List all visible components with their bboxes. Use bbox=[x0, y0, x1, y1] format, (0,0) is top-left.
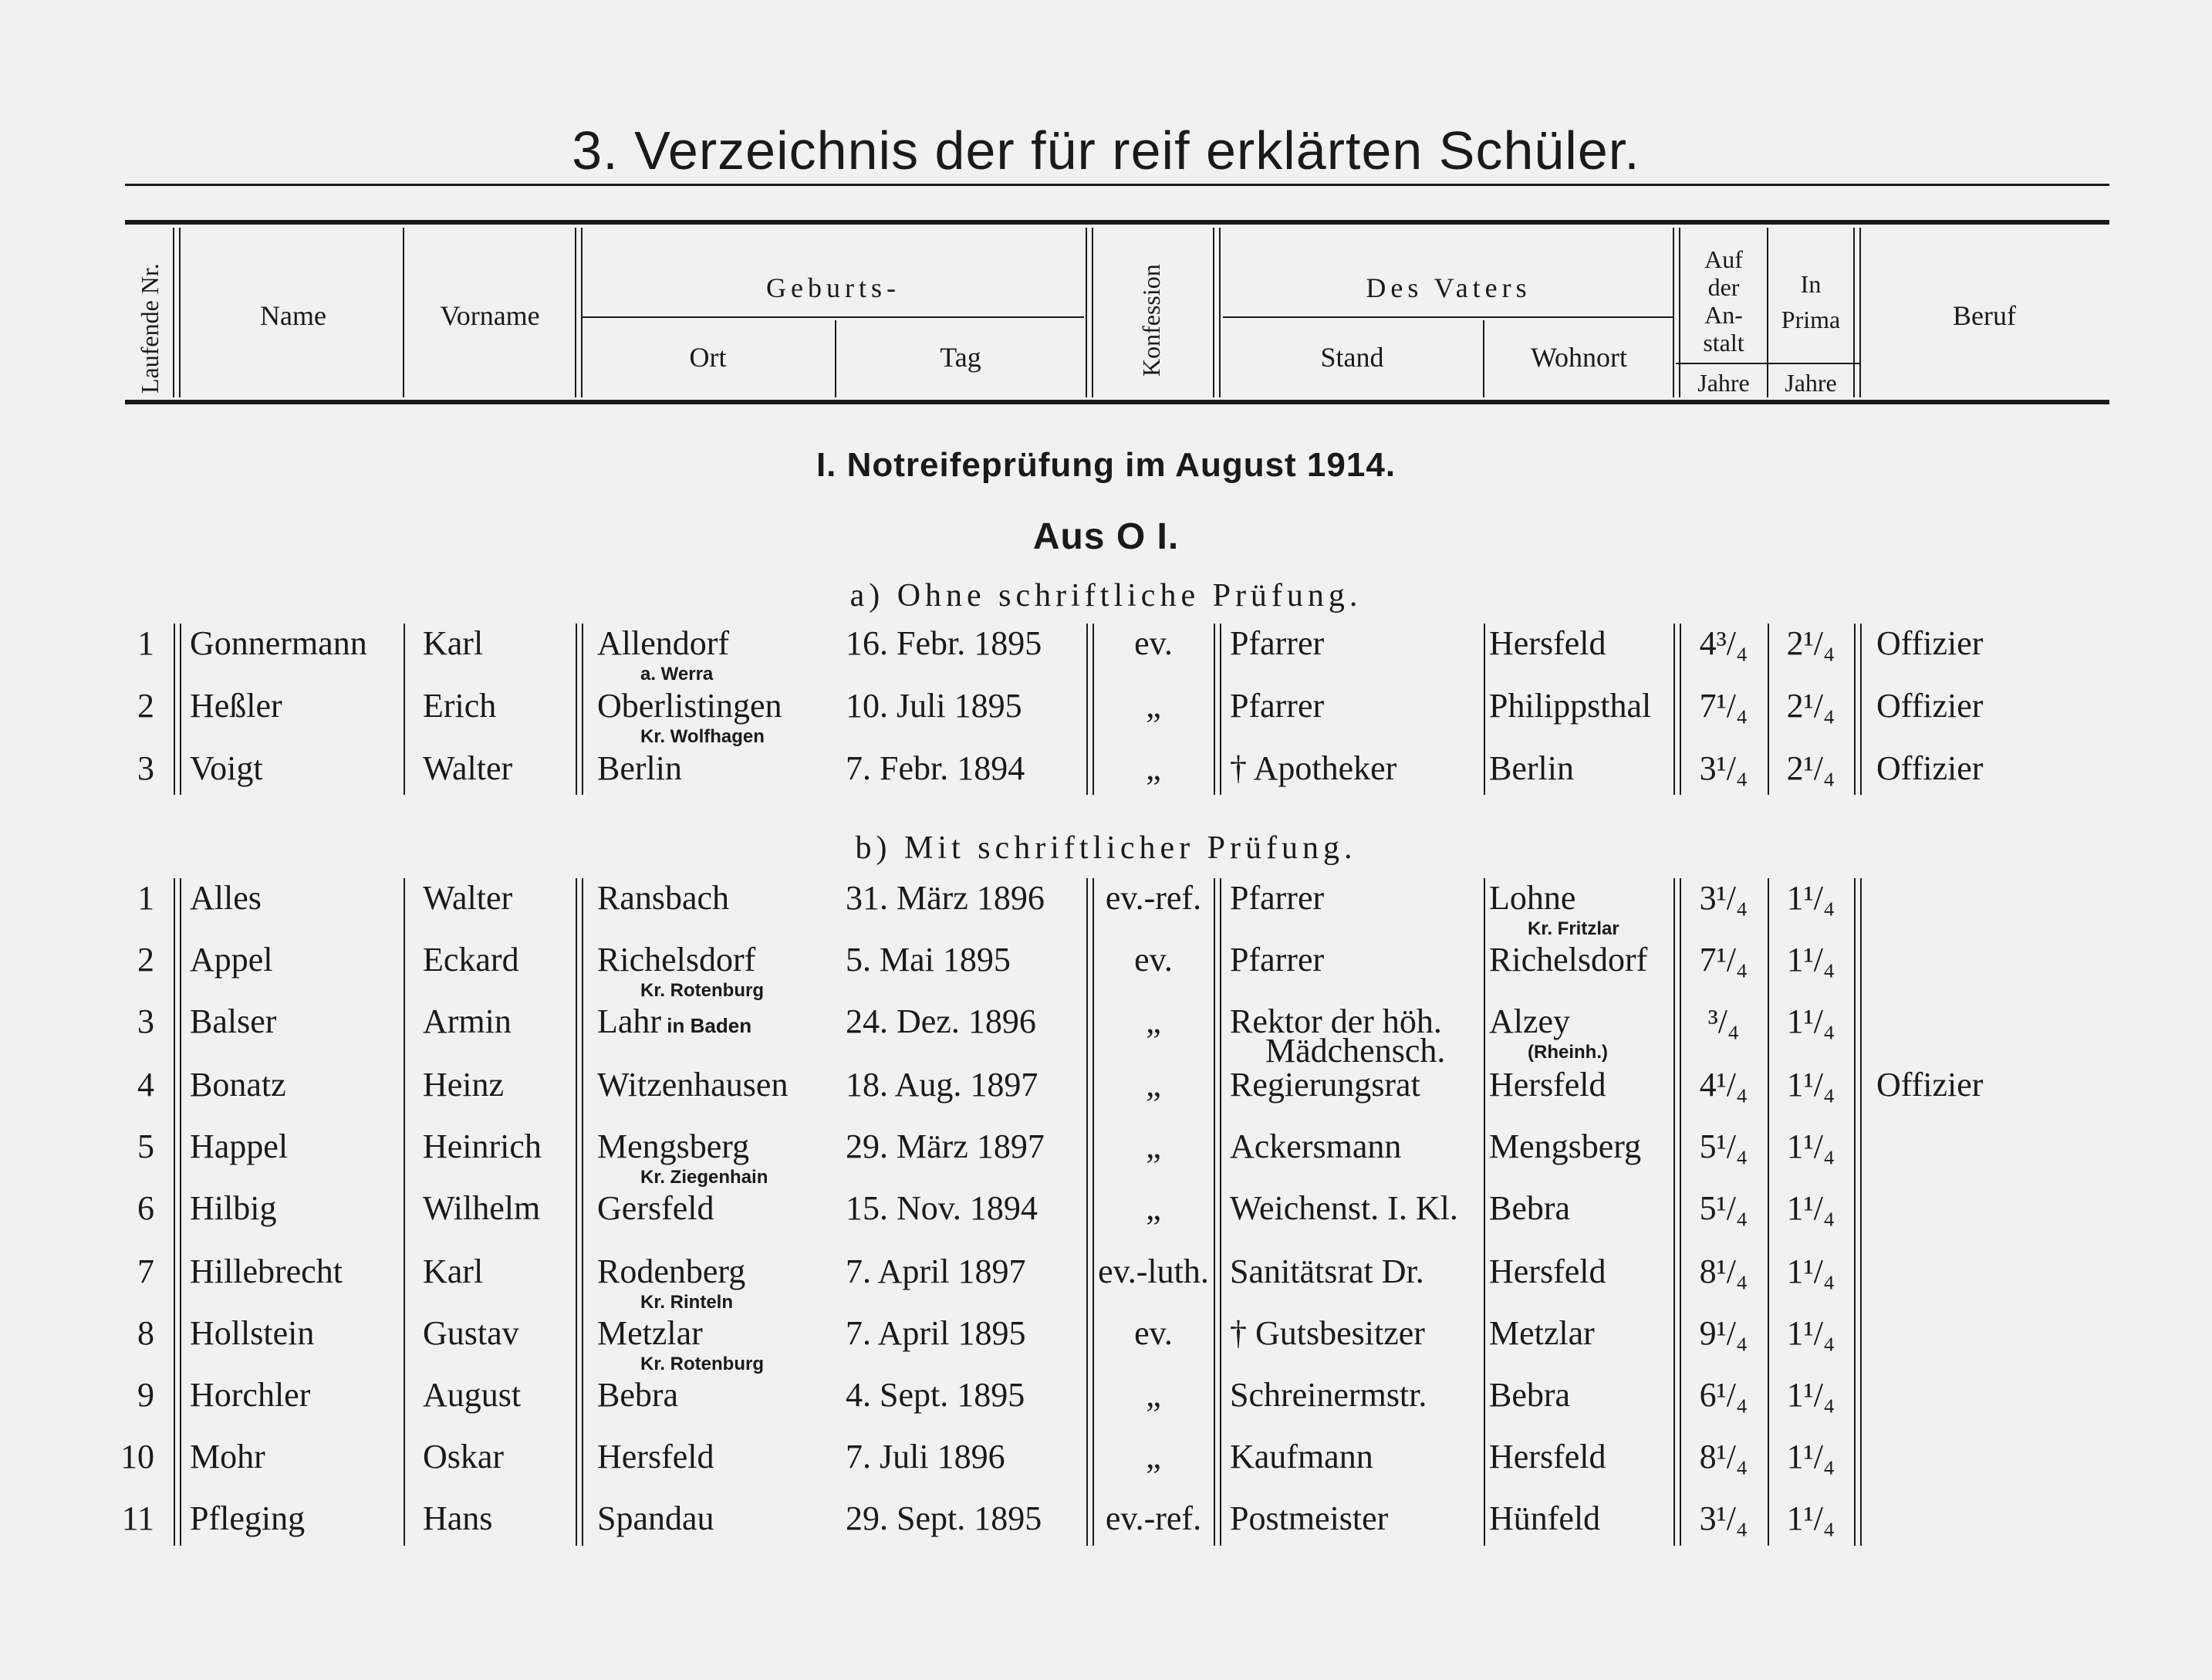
header-line: Prima bbox=[1781, 306, 1841, 333]
table-row bbox=[0, 624, 2212, 688]
column-line bbox=[1214, 624, 1215, 795]
cell-ort: Richelsdorf bbox=[597, 941, 756, 979]
cell-konf: ev.-ref. bbox=[1105, 1499, 1202, 1537]
cell-beruf: Offizier bbox=[1876, 624, 1984, 662]
cell-stand: Pfarrer bbox=[1230, 941, 1325, 979]
cell-prima: 1¹/₄ bbox=[1786, 1314, 1835, 1352]
cell-ort: Mengsberg bbox=[597, 1127, 750, 1165]
cell-ort-sub: Kr. Rotenburg bbox=[640, 980, 764, 1001]
cell-nr: 11 bbox=[121, 1499, 154, 1537]
cell-anstalt: 5¹/₄ bbox=[1699, 1189, 1748, 1227]
hdr-sep bbox=[179, 228, 181, 397]
cell-stand: † Apotheker bbox=[1230, 749, 1397, 787]
cell-name: Heßler bbox=[190, 687, 282, 725]
header-name: Name bbox=[260, 300, 326, 331]
header-line: In bbox=[1800, 270, 1822, 298]
geburts-rule bbox=[583, 316, 1084, 318]
cell-name: Voigt bbox=[190, 749, 263, 787]
cell-anstalt: 4¹/₄ bbox=[1699, 1066, 1748, 1104]
cell-anstalt: 3¹/₄ bbox=[1699, 1499, 1748, 1537]
cell-konf: „ bbox=[1146, 1376, 1161, 1414]
cell-tag: 29. Sept. 1895 bbox=[846, 1499, 1042, 1537]
cell-konf: ev. bbox=[1134, 1314, 1173, 1352]
page-title: 3. Verzeichnis der für reif erklärten Schüler. bbox=[572, 120, 1640, 181]
cell-tag: 7. April 1895 bbox=[846, 1314, 1026, 1352]
cell-name: Alles bbox=[190, 879, 262, 917]
cell-name: Hollstein bbox=[190, 1314, 315, 1352]
header-jahre-anstalt: Jahre bbox=[1697, 369, 1750, 397]
cell-anstalt: ³/₄ bbox=[1707, 1002, 1740, 1040]
column-line bbox=[1768, 878, 1769, 1546]
cell-prima: 1¹/₄ bbox=[1786, 1252, 1835, 1290]
cell-tag: 10. Juli 1895 bbox=[846, 687, 1022, 725]
cell-prima: 2¹/₄ bbox=[1786, 624, 1835, 662]
cell-tag: 24. Dez. 1896 bbox=[846, 1002, 1036, 1040]
cell-wohnort: Hersfeld bbox=[1489, 1438, 1606, 1475]
cell-tag: 7. Juli 1896 bbox=[846, 1438, 1005, 1475]
cell-anstalt: 3¹/₄ bbox=[1699, 749, 1748, 787]
subsection-a: a) Ohne schriftliche Prüfung. bbox=[849, 578, 1363, 614]
cell-beruf: Offizier bbox=[1876, 687, 1984, 725]
header-jahre-prima: Jahre bbox=[1785, 369, 1837, 397]
column-line bbox=[1220, 624, 1221, 795]
cell-prima: 1¹/₄ bbox=[1786, 1127, 1835, 1165]
cell-wohnort: Alzey bbox=[1489, 1002, 1571, 1040]
cell-ort: Spandau bbox=[597, 1499, 714, 1537]
column-line bbox=[1673, 624, 1675, 795]
hdr-sep bbox=[1853, 228, 1855, 397]
table-row bbox=[0, 1127, 2212, 1192]
cell-ort: Ransbach bbox=[597, 879, 730, 917]
ort-inline-note: in Baden bbox=[661, 1014, 752, 1037]
cell-wohnort: Mengsberg bbox=[1489, 1127, 1642, 1165]
cell-name: Hilbig bbox=[190, 1189, 277, 1227]
table-row bbox=[0, 1314, 2212, 1378]
column-line bbox=[1680, 624, 1681, 795]
cell-stand: Regierungsrat bbox=[1230, 1066, 1420, 1104]
cell-stand: Kaufmann bbox=[1230, 1438, 1373, 1475]
cell-ort: Berlin bbox=[597, 749, 682, 787]
cell-name: Happel bbox=[190, 1127, 289, 1165]
table-row bbox=[0, 1002, 2212, 1070]
column-line bbox=[180, 878, 181, 1546]
cell-ort: Metzlar bbox=[597, 1314, 703, 1352]
cell-vorname: Walter bbox=[423, 879, 513, 917]
cell-vorname: Erich bbox=[423, 687, 497, 725]
hdr-sep bbox=[575, 228, 576, 397]
column-line bbox=[180, 624, 181, 795]
cell-name: Bonatz bbox=[190, 1066, 286, 1104]
cell-nr: 3 bbox=[137, 1002, 154, 1040]
cell-ort: Rodenberg bbox=[597, 1252, 746, 1290]
header-geburts: Geburts- bbox=[766, 272, 900, 303]
column-line bbox=[1220, 878, 1221, 1546]
cell-stand: Sanitätsrat Dr. bbox=[1230, 1252, 1424, 1290]
cell-wohnort: Philippsthal bbox=[1489, 687, 1652, 725]
hdr-sep bbox=[1092, 228, 1093, 397]
table-row bbox=[0, 689, 2212, 751]
cell-vorname: Oskar bbox=[423, 1438, 505, 1475]
cell-prima: 1¹/₄ bbox=[1786, 941, 1835, 979]
cell-konf: „ bbox=[1146, 749, 1161, 787]
cell-wohnort: Hünfeld bbox=[1489, 1499, 1601, 1537]
column-line bbox=[1680, 878, 1681, 1546]
column-line bbox=[404, 624, 405, 795]
cell-vorname: Wilhelm bbox=[423, 1189, 541, 1227]
header-line: An- bbox=[1704, 301, 1743, 329]
cell-prima: 1¹/₄ bbox=[1786, 1376, 1835, 1414]
column-line bbox=[1673, 878, 1675, 1546]
header-stand: Stand bbox=[1320, 342, 1384, 373]
cell-tag: 16. Febr. 1895 bbox=[846, 624, 1042, 662]
cell-wohnort: Bebra bbox=[1489, 1376, 1571, 1414]
cell-tag: 5. Mai 1895 bbox=[846, 941, 1011, 979]
cell-wohnort: Berlin bbox=[1489, 749, 1574, 787]
header-line: Auf bbox=[1704, 245, 1743, 273]
cell-wohnort: Hersfeld bbox=[1489, 1066, 1606, 1104]
header-top-rule bbox=[125, 220, 2109, 225]
cell-tag: 31. März 1896 bbox=[846, 879, 1045, 917]
cell-nr: 10 bbox=[120, 1438, 154, 1475]
cell-nr: 3 bbox=[137, 749, 154, 787]
cell-nr: 1 bbox=[137, 879, 154, 917]
column-line bbox=[174, 878, 175, 1546]
section-subtitle: Aus O I. bbox=[1032, 516, 1180, 557]
table-row bbox=[0, 881, 2212, 943]
header-bottom-rule bbox=[125, 400, 2109, 404]
cell-name: Balser bbox=[190, 1002, 277, 1040]
hdr-sep bbox=[403, 228, 404, 397]
cell-wohnort-sub: (Rheinh.) bbox=[1528, 1042, 1608, 1063]
cell-name: Mohr bbox=[190, 1438, 265, 1475]
cell-ort: Oberlistingen bbox=[597, 687, 782, 725]
cell-anstalt: 8¹/₄ bbox=[1699, 1438, 1748, 1475]
cell-stand: Pfarrer bbox=[1230, 879, 1325, 917]
cell-vorname: Eckard bbox=[423, 941, 519, 979]
cell-vorname: Heinz bbox=[423, 1066, 505, 1104]
cell-nr: 5 bbox=[137, 1127, 154, 1165]
header-ort: Ort bbox=[689, 342, 727, 373]
cell-vorname: Heinrich bbox=[423, 1127, 542, 1165]
header-line: der bbox=[1707, 273, 1740, 301]
cell-wohnort-sub: Kr. Fritzlar bbox=[1528, 918, 1619, 939]
jahre-rule bbox=[1676, 363, 1861, 364]
table-row bbox=[0, 1378, 2212, 1440]
table-row bbox=[0, 1499, 2212, 1563]
column-line bbox=[576, 878, 577, 1546]
table-row bbox=[0, 1068, 2212, 1130]
cell-nr: 6 bbox=[137, 1189, 154, 1227]
cell-stand: Ackersmann bbox=[1230, 1127, 1402, 1165]
column-line bbox=[1768, 624, 1769, 795]
cell-name: Horchler bbox=[190, 1376, 311, 1414]
cell-tag: 4. Sept. 1895 bbox=[846, 1376, 1025, 1414]
column-line bbox=[1086, 624, 1088, 795]
cell-konf: „ bbox=[1146, 687, 1161, 725]
hdr-sep bbox=[1213, 228, 1214, 397]
header-des-vaters: Des Vaters bbox=[1366, 272, 1532, 303]
column-line bbox=[1860, 624, 1862, 795]
cell-nr: 4 bbox=[137, 1066, 154, 1104]
cell-prima: 1¹/₄ bbox=[1786, 1189, 1835, 1227]
cell-prima: 2¹/₄ bbox=[1786, 749, 1835, 787]
header-beruf: Beruf bbox=[1953, 300, 2016, 331]
cell-konf: „ bbox=[1146, 1002, 1161, 1040]
cell-konf: „ bbox=[1146, 1066, 1161, 1104]
cell-prima: 1¹/₄ bbox=[1786, 1002, 1835, 1040]
column-line bbox=[1854, 878, 1856, 1546]
cell-stand-continued: Mädchensch. bbox=[1265, 1032, 1446, 1070]
column-line bbox=[174, 624, 175, 795]
cell-wohnort: Lohne bbox=[1489, 879, 1576, 917]
cell-vorname: Walter bbox=[423, 749, 513, 787]
cell-nr: 8 bbox=[137, 1314, 154, 1352]
cell-konf: ev. bbox=[1134, 624, 1173, 662]
cell-nr: 7 bbox=[137, 1252, 154, 1290]
column-line bbox=[576, 624, 577, 795]
cell-konf: ev.-ref. bbox=[1105, 879, 1202, 917]
hdr-sep bbox=[173, 228, 174, 397]
header-laufende-nr: Laufende Nr. bbox=[136, 263, 164, 394]
cell-beruf: Offizier bbox=[1876, 1066, 1984, 1104]
cell-name: Hillebrecht bbox=[190, 1252, 343, 1290]
header-wohnort: Wohnort bbox=[1530, 342, 1628, 373]
cell-anstalt: 9¹/₄ bbox=[1699, 1314, 1748, 1352]
cell-anstalt: 6¹/₄ bbox=[1699, 1376, 1748, 1414]
cell-name: Appel bbox=[190, 941, 273, 979]
cell-wohnort: Richelsdorf bbox=[1489, 941, 1648, 979]
cell-konf: „ bbox=[1146, 1438, 1161, 1475]
table-row bbox=[0, 1189, 2212, 1253]
cell-tag: 7. Febr. 1894 bbox=[846, 749, 1025, 787]
table-row bbox=[0, 749, 2212, 813]
cell-vorname: Hans bbox=[423, 1499, 493, 1537]
hdr-sep bbox=[835, 320, 836, 397]
cell-nr: 9 bbox=[137, 1376, 154, 1414]
cell-beruf: Offizier bbox=[1876, 749, 1984, 787]
cell-ort-sub: a. Werra bbox=[640, 664, 714, 685]
column-line bbox=[1484, 878, 1485, 1546]
cell-vorname: Karl bbox=[423, 1252, 484, 1290]
cell-nr: 1 bbox=[137, 624, 154, 662]
cell-stand: Postmeister bbox=[1230, 1499, 1389, 1537]
cell-vorname: Gustav bbox=[423, 1314, 519, 1352]
cell-prima: 1¹/₄ bbox=[1786, 1438, 1835, 1475]
header-line: stalt bbox=[1703, 329, 1744, 357]
column-line bbox=[582, 624, 583, 795]
cell-vorname: August bbox=[423, 1376, 522, 1414]
subsection-b: b) Mit schriftlicher Prüfung. bbox=[855, 830, 1357, 866]
cell-konf: „ bbox=[1146, 1189, 1161, 1227]
cell-name: Pfleging bbox=[190, 1499, 306, 1537]
cell-vorname: Armin bbox=[423, 1002, 512, 1040]
cell-ort-sub: Kr. Rinteln bbox=[640, 1292, 734, 1313]
cell-tag: 7. April 1897 bbox=[846, 1252, 1026, 1290]
cell-tag: 15. Nov. 1894 bbox=[846, 1189, 1038, 1227]
cell-konf: ev.-luth. bbox=[1098, 1252, 1209, 1290]
hdr-sep bbox=[1086, 228, 1087, 397]
cell-vorname: Karl bbox=[423, 624, 484, 662]
cell-anstalt: 5¹/₄ bbox=[1699, 1127, 1748, 1165]
cell-stand: Weichenst. I. Kl. bbox=[1230, 1189, 1458, 1227]
table-row bbox=[0, 1252, 2212, 1317]
cell-anstalt: 3¹/₄ bbox=[1699, 879, 1748, 917]
cell-prima: 1¹/₄ bbox=[1786, 879, 1835, 917]
cell-wohnort: Hersfeld bbox=[1489, 624, 1606, 662]
cell-ort: Bebra bbox=[597, 1376, 679, 1414]
cell-nr: 2 bbox=[137, 941, 154, 979]
cell-stand: Pfarrer bbox=[1230, 687, 1325, 725]
vaters-rule bbox=[1223, 316, 1674, 318]
title-rule bbox=[125, 184, 2109, 186]
cell-tag: 29. März 1897 bbox=[846, 1127, 1045, 1165]
cell-anstalt: 8¹/₄ bbox=[1699, 1252, 1748, 1290]
cell-name: Gonnermann bbox=[190, 624, 367, 662]
column-line bbox=[582, 878, 583, 1546]
column-line bbox=[1092, 878, 1094, 1546]
cell-stand: Pfarrer bbox=[1230, 624, 1325, 662]
column-line bbox=[1484, 624, 1485, 795]
cell-ort: Gersfeld bbox=[597, 1189, 714, 1227]
cell-ort: Hersfeld bbox=[597, 1438, 714, 1475]
cell-ort-sub: Kr. Wolfhagen bbox=[640, 726, 765, 747]
cell-stand: Schreinermstr. bbox=[1230, 1376, 1427, 1414]
cell-ort: Allendorf bbox=[597, 624, 730, 662]
cell-konf: ev. bbox=[1134, 941, 1173, 979]
cell-tag: 18. Aug. 1897 bbox=[846, 1066, 1038, 1104]
table-row bbox=[0, 1440, 2212, 1502]
cell-ort: Witzenhausen bbox=[597, 1066, 789, 1104]
hdr-sep bbox=[1219, 228, 1221, 397]
column-line bbox=[1214, 878, 1215, 1546]
cell-anstalt: 7¹/₄ bbox=[1699, 687, 1748, 725]
cell-ort-sub: Kr. Rotenburg bbox=[640, 1354, 764, 1374]
column-line bbox=[1086, 878, 1088, 1546]
cell-prima: 2¹/₄ bbox=[1786, 687, 1835, 725]
cell-ort-sub: Kr. Ziegenhain bbox=[640, 1167, 768, 1188]
cell-konf: „ bbox=[1146, 1127, 1161, 1165]
hdr-sep bbox=[1673, 228, 1674, 397]
cell-wohnort: Bebra bbox=[1489, 1189, 1571, 1227]
header-tag: Tag bbox=[940, 342, 981, 373]
header-vorname: Vorname bbox=[440, 300, 540, 331]
cell-stand: † Gutsbesitzer bbox=[1230, 1314, 1425, 1352]
header-konfession: Konfession bbox=[1137, 264, 1165, 377]
column-line bbox=[1854, 624, 1856, 795]
cell-nr: 2 bbox=[137, 687, 154, 725]
section-title: I. Notreifeprüfung im August 1914. bbox=[816, 446, 1396, 484]
header-auf-der-anstalt bbox=[1680, 245, 1767, 357]
column-line bbox=[1092, 624, 1094, 795]
cell-anstalt: 7¹/₄ bbox=[1699, 941, 1748, 979]
table-row bbox=[0, 943, 2212, 1005]
header-in-prima bbox=[1768, 266, 1853, 337]
cell-anstalt: 4³/₄ bbox=[1699, 624, 1748, 662]
cell-ort: Lahr in Baden bbox=[597, 1002, 752, 1040]
column-line bbox=[1860, 878, 1862, 1546]
cell-stand: Rektor der höh. bbox=[1230, 1002, 1442, 1040]
column-line bbox=[404, 878, 405, 1546]
cell-prima: 1¹/₄ bbox=[1786, 1499, 1835, 1537]
cell-wohnort: Hersfeld bbox=[1489, 1252, 1606, 1290]
hdr-sep bbox=[1483, 320, 1484, 397]
cell-wohnort: Metzlar bbox=[1489, 1314, 1595, 1352]
cell-prima: 1¹/₄ bbox=[1786, 1066, 1835, 1104]
